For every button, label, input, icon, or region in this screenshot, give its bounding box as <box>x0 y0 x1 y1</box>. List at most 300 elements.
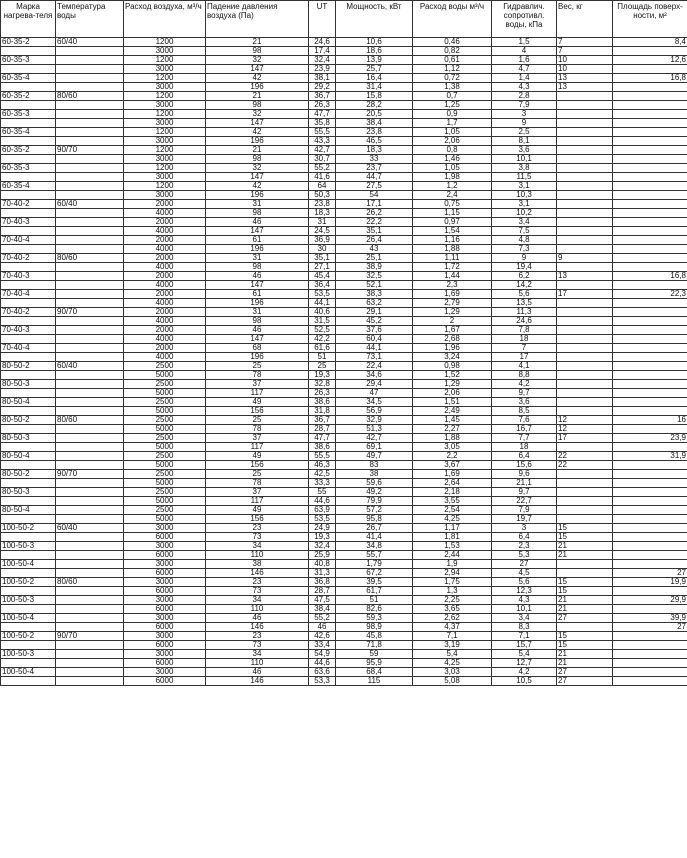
air-pressure-drop-cell: 73 <box>206 641 309 650</box>
weight-cell <box>557 191 613 200</box>
surface-area-cell <box>613 524 687 533</box>
weight-cell: 21 <box>557 542 613 551</box>
water-flow-cell: 2,18 <box>413 488 492 497</box>
surface-area-cell <box>613 317 687 326</box>
power-cell: 54 <box>336 191 413 200</box>
header-hydraulic-resistance: Гидравлич. сопротивл. воды, кПа <box>492 1 557 38</box>
surface-area-cell <box>613 182 687 191</box>
air-flow-cell: 2000 <box>124 200 206 209</box>
weight-cell <box>557 146 613 155</box>
power-cell: 29,1 <box>336 308 413 317</box>
heater-model-cell: 100-50-4 <box>1 560 56 569</box>
air-flow-cell: 3000 <box>124 47 206 56</box>
weight-cell: 17 <box>557 290 613 299</box>
surface-area-cell <box>613 164 687 173</box>
table-row <box>1 227 687 236</box>
table-row <box>1 362 687 371</box>
water-temperature-cell <box>56 542 124 551</box>
water-flow-cell: 1,29 <box>413 380 492 389</box>
power-cell: 95,8 <box>336 515 413 524</box>
power-cell: 57,2 <box>336 506 413 515</box>
water-temperature-cell <box>56 137 124 146</box>
heater-model-cell <box>1 209 56 218</box>
heater-model-cell: 60-35-2 <box>1 38 56 47</box>
water-temperature-cell <box>56 371 124 380</box>
air-flow-cell: 2000 <box>124 236 206 245</box>
heater-model-cell <box>1 101 56 110</box>
surface-area-cell <box>613 668 687 677</box>
hydraulic-resistance-cell: 7,5 <box>492 227 557 236</box>
water-temperature-cell <box>56 335 124 344</box>
weight-cell: 13 <box>557 74 613 83</box>
header-water-flow: Расход воды м³/ч <box>413 1 492 38</box>
ut-cell: 32,4 <box>309 56 336 65</box>
table-row <box>1 533 687 542</box>
surface-area-cell <box>613 677 687 686</box>
water-flow-cell: 1,3 <box>413 587 492 596</box>
air-pressure-drop-cell: 25 <box>206 362 309 371</box>
surface-area-cell <box>613 200 687 209</box>
air-pressure-drop-cell: 21 <box>206 38 309 47</box>
ut-cell: 42,2 <box>309 335 336 344</box>
table-row <box>1 164 687 173</box>
ut-cell: 30,7 <box>309 155 336 164</box>
water-temperature-cell: 60/40 <box>56 362 124 371</box>
heater-model-cell: 70-40-4 <box>1 344 56 353</box>
heater-model-cell <box>1 191 56 200</box>
power-cell: 34,5 <box>336 398 413 407</box>
surface-area-cell <box>613 551 687 560</box>
ut-cell: 24,6 <box>309 38 336 47</box>
ut-cell: 50,3 <box>309 191 336 200</box>
weight-cell <box>557 344 613 353</box>
ut-cell: 47,5 <box>309 596 336 605</box>
heater-model-cell: 70-40-4 <box>1 290 56 299</box>
water-temperature-cell <box>56 245 124 254</box>
air-pressure-drop-cell: 37 <box>206 434 309 443</box>
water-flow-cell: 1,81 <box>413 533 492 542</box>
weight-cell: 15 <box>557 533 613 542</box>
air-pressure-drop-cell: 110 <box>206 551 309 560</box>
hydraulic-resistance-cell: 5,3 <box>492 551 557 560</box>
heater-model-cell <box>1 641 56 650</box>
table-row <box>1 155 687 164</box>
table-row <box>1 56 687 65</box>
ut-cell: 52,5 <box>309 326 336 335</box>
hydraulic-resistance-cell: 19,4 <box>492 263 557 272</box>
heater-model-cell: 70-40-3 <box>1 272 56 281</box>
hydraulic-resistance-cell: 4,3 <box>492 83 557 92</box>
water-flow-cell: 3,05 <box>413 443 492 452</box>
water-flow-cell: 4,25 <box>413 515 492 524</box>
weight-cell <box>557 560 613 569</box>
air-pressure-drop-cell: 37 <box>206 380 309 389</box>
air-flow-cell: 5000 <box>124 479 206 488</box>
air-flow-cell: 4000 <box>124 263 206 272</box>
weight-cell: 15 <box>557 578 613 587</box>
water-temperature-cell <box>56 56 124 65</box>
heater-model-cell <box>1 335 56 344</box>
air-pressure-drop-cell: 78 <box>206 371 309 380</box>
air-flow-cell: 3000 <box>124 101 206 110</box>
heater-model-cell <box>1 569 56 578</box>
air-flow-cell: 2500 <box>124 470 206 479</box>
hydraulic-resistance-cell: 1,5 <box>492 38 557 47</box>
hydraulic-resistance-cell: 3,1 <box>492 200 557 209</box>
power-cell: 10,6 <box>336 38 413 47</box>
hydraulic-resistance-cell: 5,4 <box>492 650 557 659</box>
air-flow-cell: 6000 <box>124 677 206 686</box>
water-flow-cell: 2,49 <box>413 407 492 416</box>
surface-area-cell <box>613 137 687 146</box>
water-flow-cell: 2,62 <box>413 614 492 623</box>
hydraulic-resistance-cell: 7,8 <box>492 326 557 335</box>
water-temperature-cell <box>56 209 124 218</box>
weight-cell <box>557 92 613 101</box>
water-flow-cell: 0,98 <box>413 362 492 371</box>
ut-cell: 55,5 <box>309 452 336 461</box>
water-temperature-cell <box>56 83 124 92</box>
water-temperature-cell <box>56 317 124 326</box>
power-cell: 67,2 <box>336 569 413 578</box>
ut-cell: 30 <box>309 245 336 254</box>
header-ut: UT <box>309 1 336 38</box>
air-flow-cell: 4000 <box>124 281 206 290</box>
surface-area-cell <box>613 146 687 155</box>
power-cell: 13,9 <box>336 56 413 65</box>
table-row <box>1 173 687 182</box>
water-flow-cell: 1,75 <box>413 578 492 587</box>
table-row <box>1 200 687 209</box>
table-header-row <box>1 1 687 38</box>
power-cell: 55,7 <box>336 551 413 560</box>
water-temperature-cell <box>56 236 124 245</box>
air-pressure-drop-cell: 31 <box>206 308 309 317</box>
air-pressure-drop-cell: 61 <box>206 236 309 245</box>
water-flow-cell: 7,1 <box>413 632 492 641</box>
power-cell: 47 <box>336 389 413 398</box>
water-temperature-cell: 80/60 <box>56 92 124 101</box>
heater-model-cell <box>1 587 56 596</box>
air-pressure-drop-cell: 42 <box>206 182 309 191</box>
power-cell: 68,4 <box>336 668 413 677</box>
air-flow-cell: 2000 <box>124 254 206 263</box>
ut-cell: 38,1 <box>309 74 336 83</box>
table-row <box>1 74 687 83</box>
power-cell: 71,8 <box>336 641 413 650</box>
hydraulic-resistance-cell: 14,2 <box>492 281 557 290</box>
air-flow-cell: 3000 <box>124 668 206 677</box>
hydraulic-resistance-cell: 18 <box>492 443 557 452</box>
ut-cell: 18,3 <box>309 209 336 218</box>
water-temperature-cell <box>56 614 124 623</box>
water-flow-cell: 2,25 <box>413 596 492 605</box>
water-flow-cell: 1,12 <box>413 65 492 74</box>
surface-area-cell <box>613 488 687 497</box>
hydraulic-resistance-cell: 24,6 <box>492 317 557 326</box>
table-row <box>1 488 687 497</box>
hydraulic-resistance-cell: 3,1 <box>492 182 557 191</box>
heater-model-cell: 100-50-2 <box>1 632 56 641</box>
water-temperature-cell <box>56 650 124 659</box>
water-temperature-cell <box>56 425 124 434</box>
air-flow-cell: 5000 <box>124 515 206 524</box>
weight-cell <box>557 236 613 245</box>
table-row <box>1 542 687 551</box>
water-temperature-cell <box>56 623 124 632</box>
table-row <box>1 578 687 587</box>
power-cell: 26,4 <box>336 236 413 245</box>
ut-cell: 31 <box>309 218 336 227</box>
water-flow-cell: 2,94 <box>413 569 492 578</box>
heater-model-cell: 70-40-2 <box>1 308 56 317</box>
heater-model-cell: 70-40-2 <box>1 254 56 263</box>
hydraulic-resistance-cell: 21,1 <box>492 479 557 488</box>
table-row <box>1 380 687 389</box>
power-cell: 16,4 <box>336 74 413 83</box>
header-air-flow: Расход воздуха, м³/ч <box>124 1 206 38</box>
air-pressure-drop-cell: 46 <box>206 326 309 335</box>
air-pressure-drop-cell: 49 <box>206 398 309 407</box>
weight-cell: 15 <box>557 632 613 641</box>
heater-model-cell <box>1 605 56 614</box>
water-flow-cell: 2,68 <box>413 335 492 344</box>
hydraulic-resistance-cell: 2,8 <box>492 92 557 101</box>
air-pressure-drop-cell: 46 <box>206 668 309 677</box>
surface-area-cell: 8,4 <box>613 38 687 47</box>
heater-model-cell <box>1 479 56 488</box>
heater-model-cell <box>1 551 56 560</box>
air-pressure-drop-cell: 23 <box>206 578 309 587</box>
surface-area-cell <box>613 542 687 551</box>
table-row <box>1 209 687 218</box>
weight-cell: 7 <box>557 47 613 56</box>
air-pressure-drop-cell: 110 <box>206 605 309 614</box>
water-flow-cell: 1,17 <box>413 524 492 533</box>
air-pressure-drop-cell: 147 <box>206 119 309 128</box>
table-row <box>1 650 687 659</box>
water-temperature-cell <box>56 119 124 128</box>
air-pressure-drop-cell: 98 <box>206 47 309 56</box>
surface-area-cell: 16,8 <box>613 272 687 281</box>
hydraulic-resistance-cell: 10,5 <box>492 677 557 686</box>
ut-cell: 33,4 <box>309 641 336 650</box>
power-cell: 33 <box>336 155 413 164</box>
water-flow-cell: 1,9 <box>413 560 492 569</box>
water-flow-cell: 4,37 <box>413 623 492 632</box>
water-temperature-cell <box>56 506 124 515</box>
air-pressure-drop-cell: 98 <box>206 209 309 218</box>
water-flow-cell: 5,4 <box>413 650 492 659</box>
surface-area-cell <box>613 470 687 479</box>
weight-cell <box>557 362 613 371</box>
table-row <box>1 191 687 200</box>
water-temperature-cell <box>56 641 124 650</box>
weight-cell: 21 <box>557 596 613 605</box>
hydraulic-resistance-cell: 2,5 <box>492 128 557 137</box>
weight-cell <box>557 164 613 173</box>
water-temperature-cell <box>56 353 124 362</box>
power-cell: 52,1 <box>336 281 413 290</box>
heater-model-cell <box>1 659 56 668</box>
water-temperature-cell <box>56 281 124 290</box>
table-row <box>1 326 687 335</box>
power-cell: 59 <box>336 650 413 659</box>
hydraulic-resistance-cell: 9,6 <box>492 470 557 479</box>
weight-cell: 22 <box>557 461 613 470</box>
water-flow-cell: 3,67 <box>413 461 492 470</box>
hydraulic-resistance-cell: 6,2 <box>492 272 557 281</box>
table-row <box>1 371 687 380</box>
water-temperature-cell: 80/60 <box>56 578 124 587</box>
table-row <box>1 632 687 641</box>
water-temperature-cell <box>56 380 124 389</box>
air-pressure-drop-cell: 196 <box>206 353 309 362</box>
air-pressure-drop-cell: 146 <box>206 569 309 578</box>
air-pressure-drop-cell: 146 <box>206 623 309 632</box>
heater-model-cell <box>1 281 56 290</box>
water-flow-cell: 1,96 <box>413 344 492 353</box>
power-cell: 23,7 <box>336 164 413 173</box>
air-pressure-drop-cell: 73 <box>206 587 309 596</box>
water-temperature-cell <box>56 272 124 281</box>
water-temperature-cell <box>56 668 124 677</box>
heater-model-cell: 80-50-2 <box>1 470 56 479</box>
heater-model-cell <box>1 677 56 686</box>
water-temperature-cell <box>56 218 124 227</box>
table-row <box>1 524 687 533</box>
water-temperature-cell <box>56 398 124 407</box>
ut-cell: 36,7 <box>309 416 336 425</box>
air-pressure-drop-cell: 147 <box>206 65 309 74</box>
air-pressure-drop-cell: 156 <box>206 461 309 470</box>
surface-area-cell: 22,3 <box>613 290 687 299</box>
heater-model-cell <box>1 227 56 236</box>
table-row <box>1 497 687 506</box>
water-temperature-cell: 60/40 <box>56 524 124 533</box>
power-cell: 32,9 <box>336 416 413 425</box>
ut-cell: 31,8 <box>309 407 336 416</box>
water-flow-cell: 1,69 <box>413 290 492 299</box>
power-cell: 20,5 <box>336 110 413 119</box>
air-pressure-drop-cell: 23 <box>206 632 309 641</box>
power-cell: 61,7 <box>336 587 413 596</box>
hydraulic-resistance-cell: 12,7 <box>492 659 557 668</box>
hydraulic-resistance-cell: 5,6 <box>492 290 557 299</box>
water-flow-cell: 1,52 <box>413 371 492 380</box>
air-flow-cell: 4000 <box>124 353 206 362</box>
hydraulic-resistance-cell: 4,3 <box>492 596 557 605</box>
heater-model-cell: 60-35-4 <box>1 182 56 191</box>
air-flow-cell: 5000 <box>124 443 206 452</box>
air-pressure-drop-cell: 38 <box>206 560 309 569</box>
table-row <box>1 119 687 128</box>
ut-cell: 26,3 <box>309 101 336 110</box>
surface-area-cell <box>613 515 687 524</box>
surface-area-cell <box>613 263 687 272</box>
air-flow-cell: 6000 <box>124 551 206 560</box>
water-flow-cell: 0,9 <box>413 110 492 119</box>
surface-area-cell <box>613 308 687 317</box>
surface-area-cell <box>613 425 687 434</box>
weight-cell: 17 <box>557 434 613 443</box>
ut-cell: 29,2 <box>309 83 336 92</box>
hydraulic-resistance-cell: 8,8 <box>492 371 557 380</box>
power-cell: 63,2 <box>336 299 413 308</box>
ut-cell: 53,5 <box>309 290 336 299</box>
ut-cell: 44,6 <box>309 497 336 506</box>
air-pressure-drop-cell: 37 <box>206 488 309 497</box>
ut-cell: 26,3 <box>309 389 336 398</box>
surface-area-cell <box>613 407 687 416</box>
hydraulic-resistance-cell: 7,9 <box>492 101 557 110</box>
surface-area-cell: 16 <box>613 416 687 425</box>
water-temperature-cell: 60/40 <box>56 200 124 209</box>
power-cell: 42,7 <box>336 434 413 443</box>
hydraulic-resistance-cell: 10,2 <box>492 209 557 218</box>
air-pressure-drop-cell: 73 <box>206 533 309 542</box>
ut-cell: 63,6 <box>309 668 336 677</box>
header-power: Мощность, кВт <box>336 1 413 38</box>
ut-cell: 45,4 <box>309 272 336 281</box>
header-air-pressure-drop: Падение давления воздуха (Па) <box>206 1 309 38</box>
weight-cell <box>557 263 613 272</box>
heater-model-cell <box>1 371 56 380</box>
air-pressure-drop-cell: 46 <box>206 272 309 281</box>
heater-model-cell: 60-35-4 <box>1 74 56 83</box>
power-cell: 115 <box>336 677 413 686</box>
surface-area-cell <box>613 245 687 254</box>
ut-cell: 36,8 <box>309 578 336 587</box>
water-flow-cell: 1,88 <box>413 245 492 254</box>
air-pressure-drop-cell: 31 <box>206 200 309 209</box>
heater-model-cell <box>1 83 56 92</box>
power-cell: 51 <box>336 596 413 605</box>
ut-cell: 36,9 <box>309 236 336 245</box>
ut-cell: 25 <box>309 362 336 371</box>
water-flow-cell: 2,3 <box>413 281 492 290</box>
heater-model-cell: 60-35-2 <box>1 92 56 101</box>
power-cell: 32,5 <box>336 272 413 281</box>
hydraulic-resistance-cell: 3,6 <box>492 398 557 407</box>
air-flow-cell: 3000 <box>124 119 206 128</box>
water-flow-cell: 1,98 <box>413 173 492 182</box>
air-flow-cell: 5000 <box>124 461 206 470</box>
weight-cell: 27 <box>557 668 613 677</box>
power-cell: 73,1 <box>336 353 413 362</box>
power-cell: 43 <box>336 245 413 254</box>
air-flow-cell: 1200 <box>124 146 206 155</box>
air-flow-cell: 2500 <box>124 380 206 389</box>
heater-model-cell: 80-50-2 <box>1 362 56 371</box>
water-flow-cell: 3,19 <box>413 641 492 650</box>
hydraulic-resistance-cell: 4 <box>492 47 557 56</box>
surface-area-cell <box>613 398 687 407</box>
ut-cell: 35,8 <box>309 119 336 128</box>
water-flow-cell: 3,24 <box>413 353 492 362</box>
power-cell: 28,2 <box>336 101 413 110</box>
air-pressure-drop-cell: 196 <box>206 137 309 146</box>
water-temperature-cell <box>56 164 124 173</box>
header-surface-area: Площадь поверх-ности, м² <box>613 1 687 38</box>
air-flow-cell: 2500 <box>124 362 206 371</box>
heater-model-cell: 80-50-3 <box>1 434 56 443</box>
hydraulic-resistance-cell: 4,1 <box>492 362 557 371</box>
water-flow-cell: 1,51 <box>413 398 492 407</box>
hydraulic-resistance-cell: 9,7 <box>492 389 557 398</box>
air-flow-cell: 1200 <box>124 164 206 173</box>
hydraulic-resistance-cell: 19,7 <box>492 515 557 524</box>
